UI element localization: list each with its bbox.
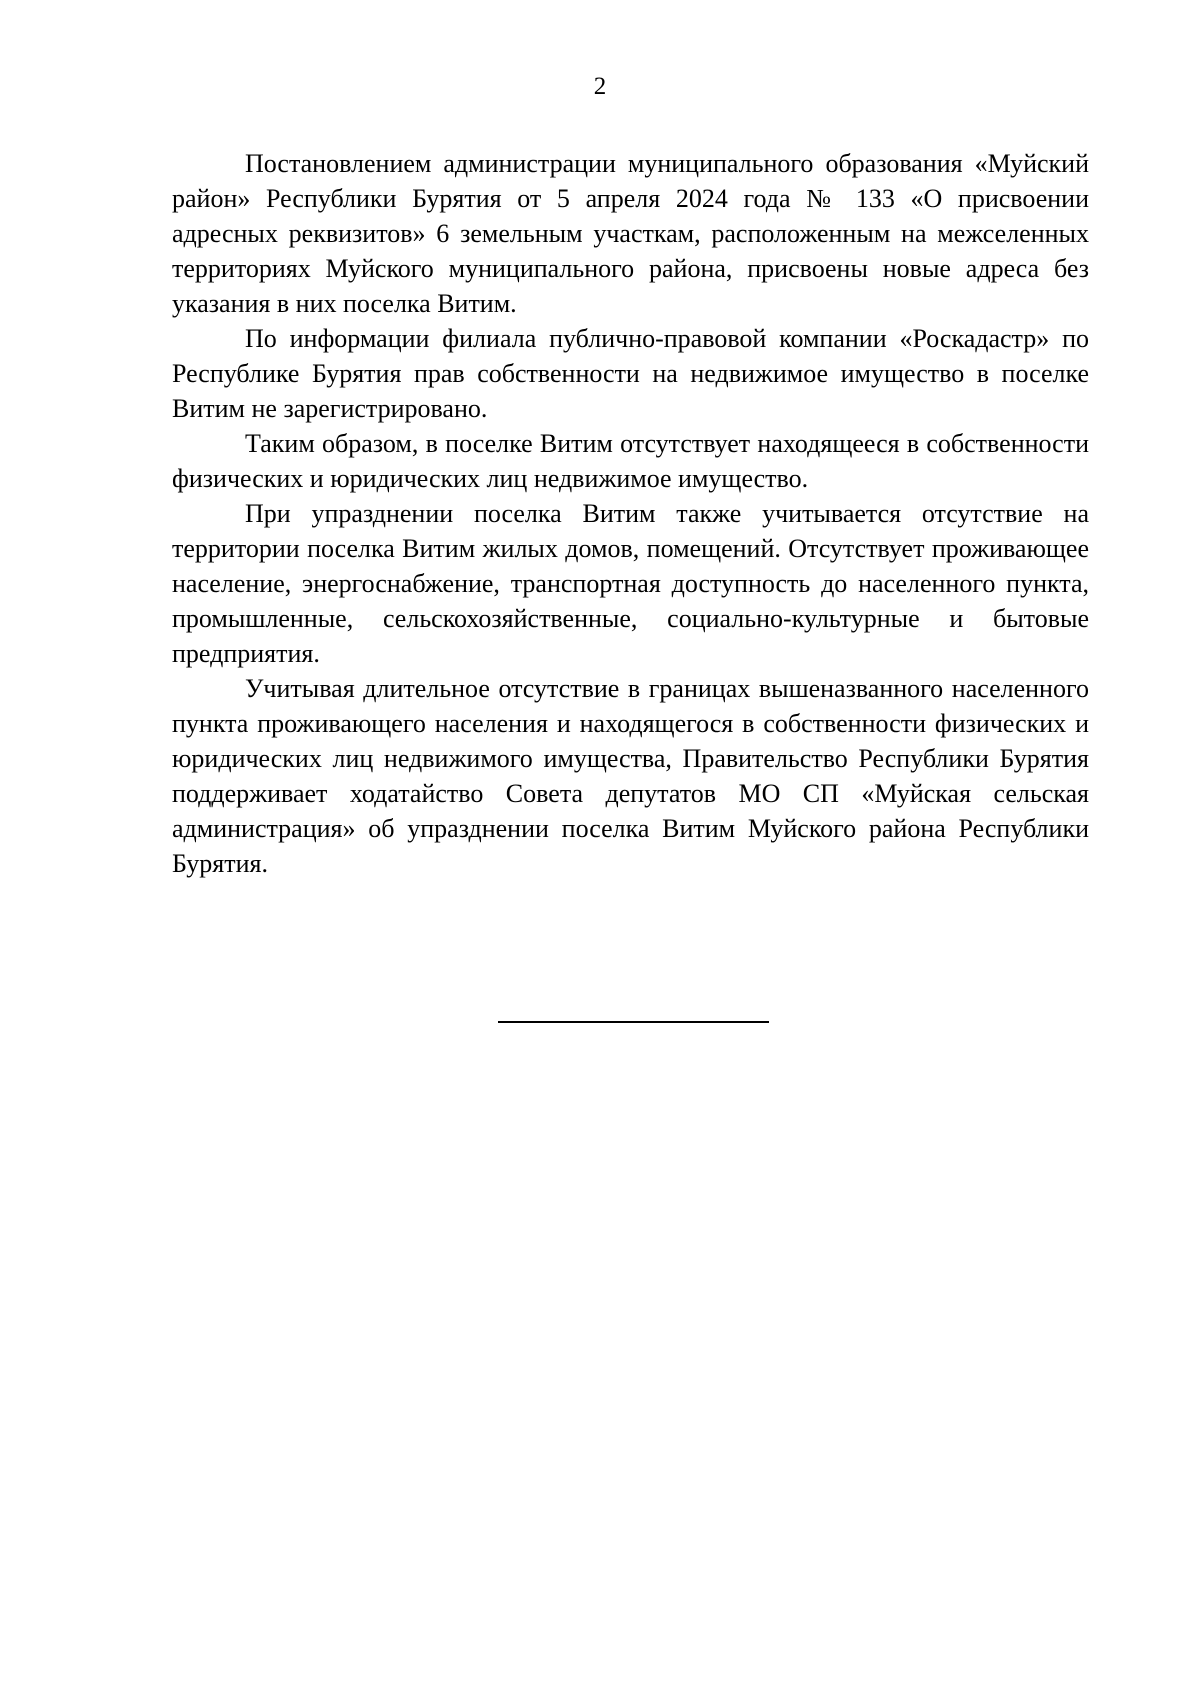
paragraph-no-property: Таким образом, в поселке Витим отсутствует находящееся в собственности физических и юридических лиц недвижимое имущество. (172, 429, 1089, 493)
paragraph-address-resolution: Постановлением администрации муниципального образования «Муйский район» Республики Бурятия от 5 апреля 2024 года № 133 «О присвоении адресных реквизитов» 6 земельным участкам, расположенным на межселенных территориях Муйского муниципального района, присвоены новые адреса без указания в них поселка Витим. (172, 149, 1089, 318)
end-of-document-rule (498, 1021, 769, 1023)
paragraph-roskadastr-info: По информации филиала публично-правовой компании «Роскадастр» по Республике Бурятия прав собственности на недвижимое имущество в поселке Витим не зарегистрировано. (172, 324, 1089, 423)
paragraph-abolition-factors: При упразднении поселка Витим также учитывается отсутствие на территории поселка Витим жилых домов, помещений. Отсутствует проживающее население, энергоснабжение, транспортная доступность до населенного пункта, промышленные, сельскохозяйственные, социально-культурные и бытовые предприятия. (172, 499, 1089, 668)
paragraph-government-support: Учитывая длительное отсутствие в границах вышеназванного населенного пункта проживающего населения и находящегося в собственности физических и юридических лиц недвижимого имущества, Правительство Республики Бурятия поддерживает ходатайство Совета депутатов МО СП «Муйская сельская администрация» об упразднении поселка Витим Муйского района Республики Бурятия. (172, 674, 1089, 878)
page-number: 2 (593, 73, 607, 100)
document-body (172, 146, 1089, 881)
